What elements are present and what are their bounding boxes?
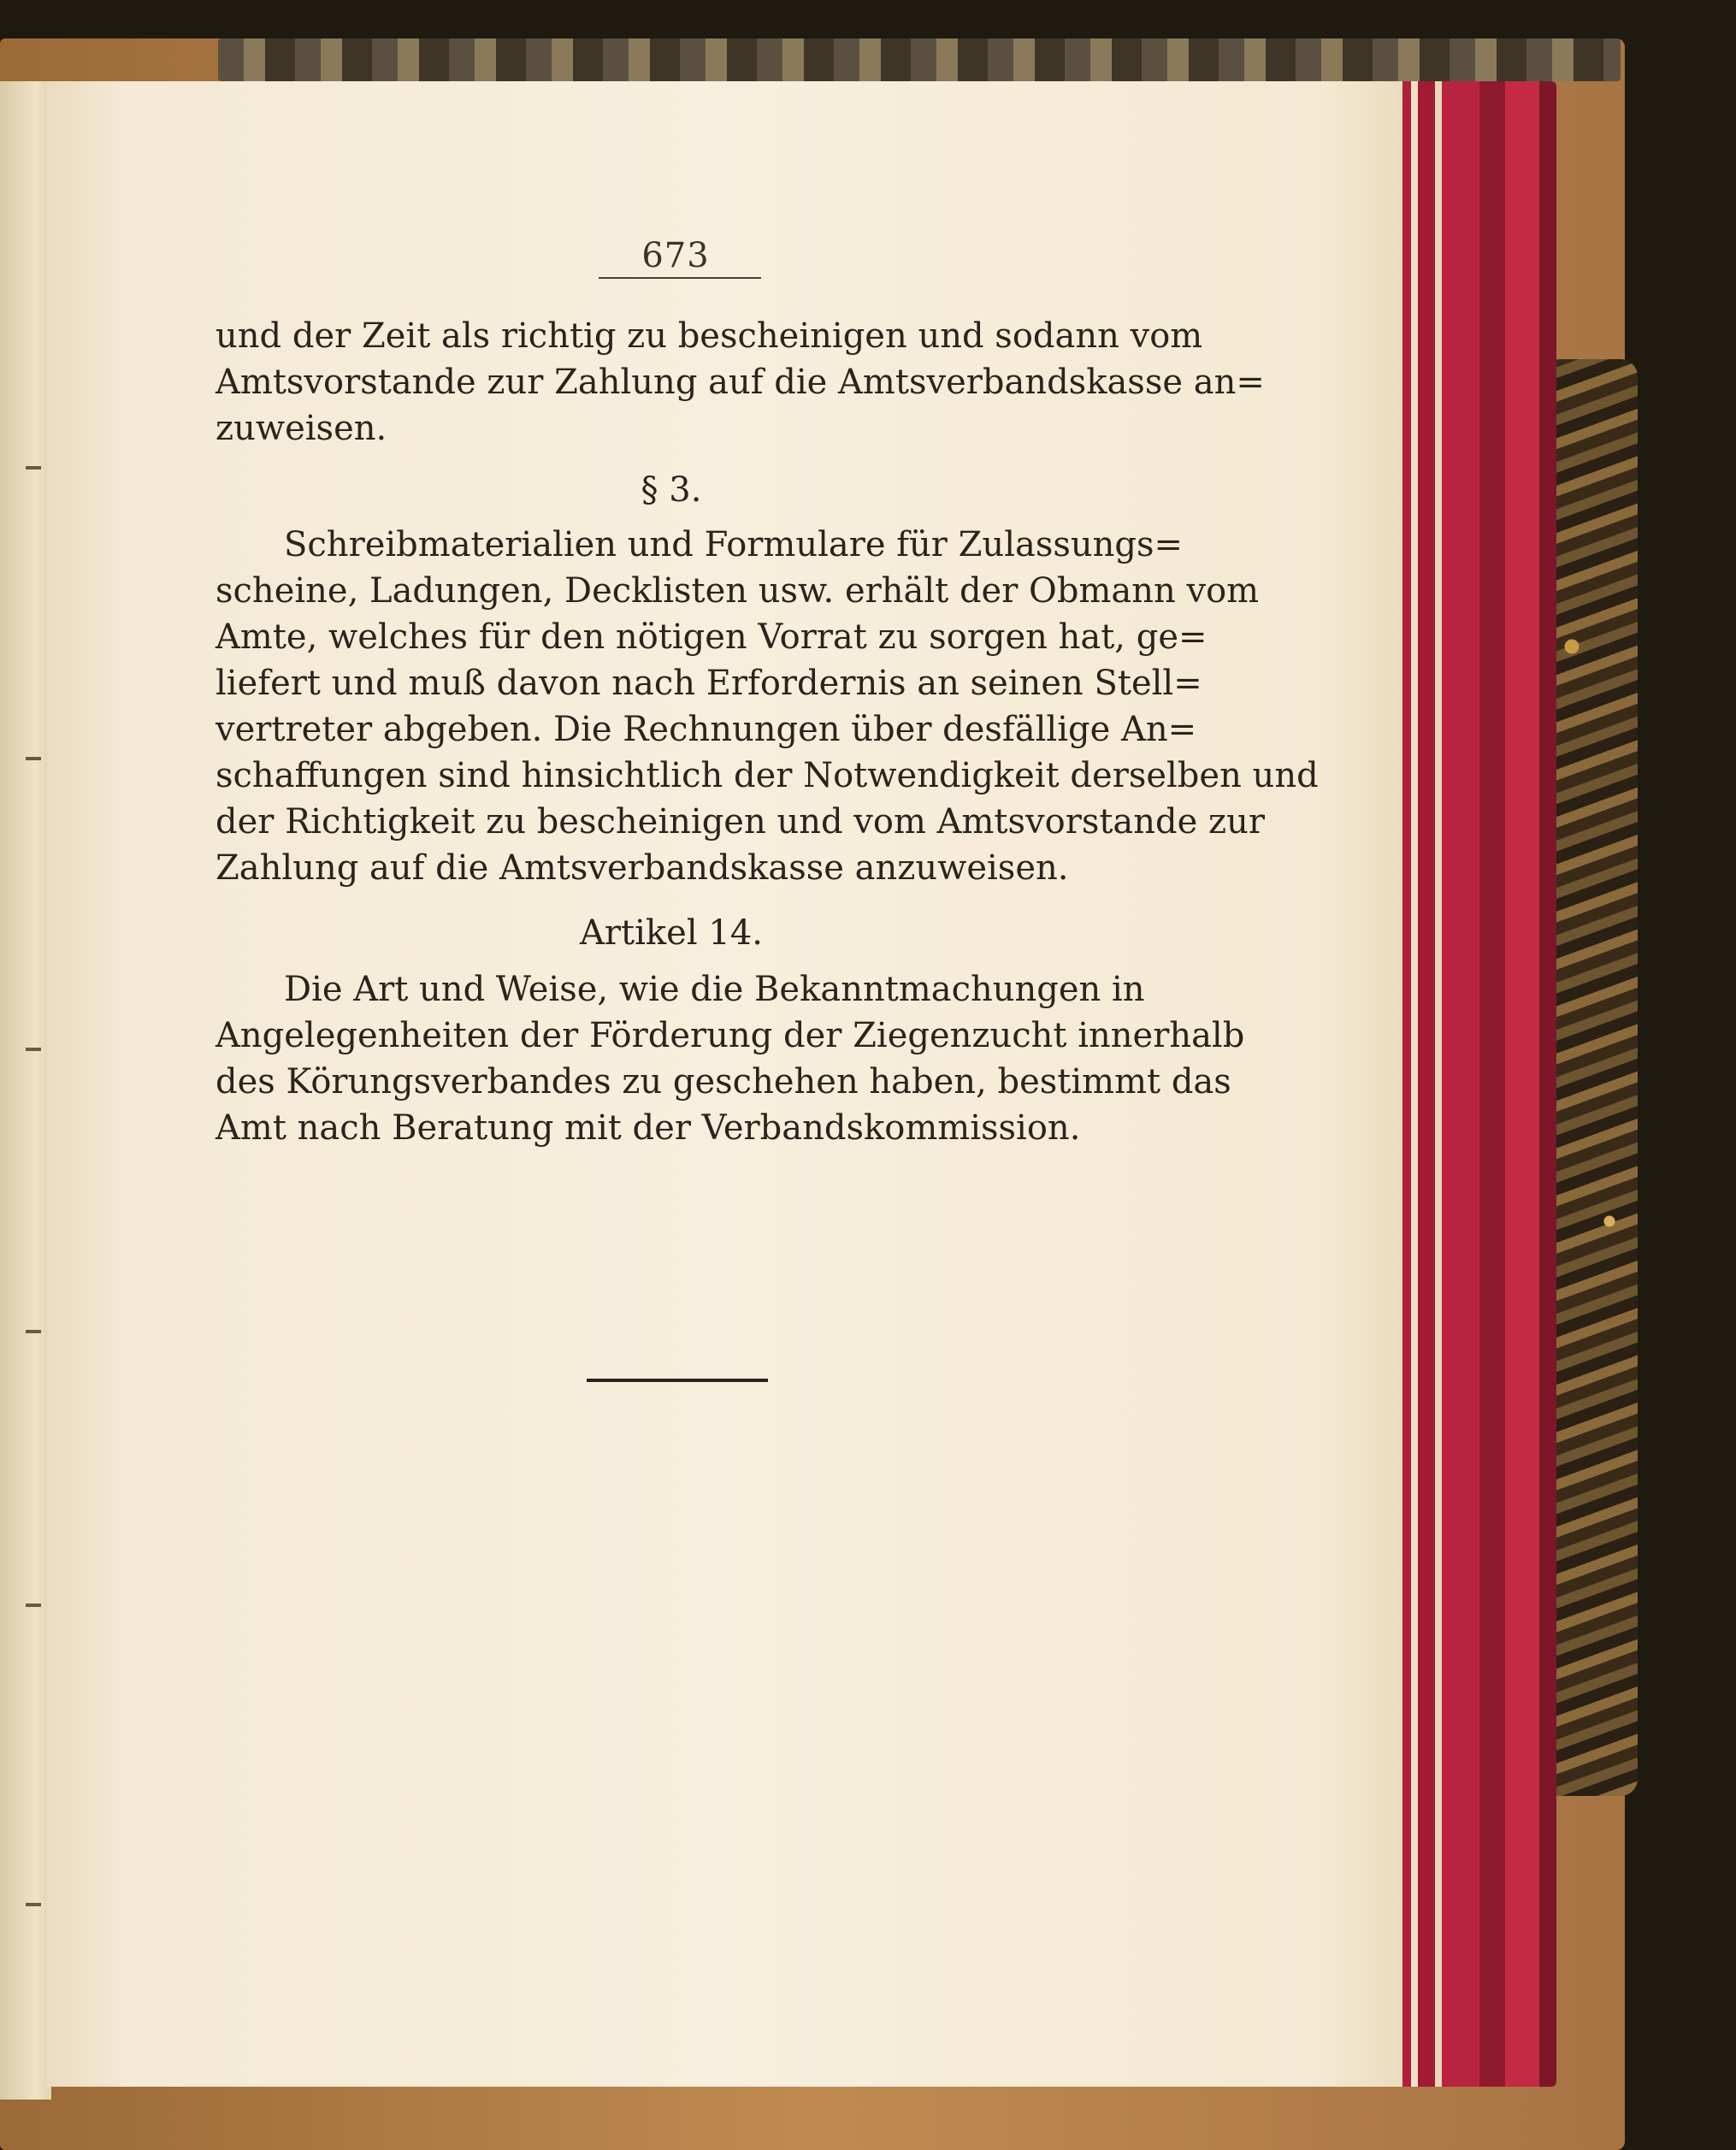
text-line: Schreibmaterialien und Formulare für Zulassungs= — [284, 525, 1184, 564]
text-line: Amte, welches für den nötigen Vorrat zu sorgen hat, ge= — [216, 617, 1208, 657]
facing-page-edge — [0, 81, 51, 2100]
text-line: des Körungsverbandes zu geschehen haben, bestimmt das — [216, 1062, 1231, 1102]
text-line: schaffungen sind hinsichtlich der Notwendigkeit derselben und — [216, 756, 1319, 795]
text-line: Die Art und Weise, wie die Bekanntmachungen in — [284, 970, 1145, 1009]
header-rule — [599, 277, 761, 279]
binding-stitch — [26, 1604, 41, 1607]
end-rule — [587, 1379, 768, 1382]
text-line: Zahlung auf die Amtsverbandskasse anzuweisen. — [216, 848, 1069, 888]
marbled-board — [1544, 359, 1638, 1796]
text-line: Angelegenheiten der Förderung der Ziegenzucht innerhalb — [216, 1016, 1245, 1055]
binding-stitch — [26, 1903, 41, 1906]
text-line: Amt nach Beratung mit der Verbandskommission. — [216, 1108, 1081, 1148]
binding-stitch — [26, 1330, 41, 1333]
binding-stitch — [26, 466, 41, 470]
binding-stitch — [26, 757, 41, 760]
cover-spine-top — [218, 38, 1621, 81]
binding-stitch — [26, 1048, 41, 1051]
text-line: vertreter abgeben. Die Rechnungen über desfällige An= — [216, 710, 1197, 749]
page-edges — [1385, 81, 1556, 2087]
text-line: der Richtigkeit zu bescheinigen und vom Amtsvorstande zur — [216, 802, 1265, 842]
page-text — [216, 313, 1319, 1151]
section-heading: § 3. — [641, 470, 702, 510]
page-number: 673 — [641, 236, 710, 275]
text-line: zuweisen. — [216, 409, 387, 448]
article-heading: Artikel 14. — [580, 913, 763, 953]
text-line: Amtsvorstande zur Zahlung auf die Amtsverbandskasse an= — [216, 363, 1265, 402]
text-line: und der Zeit als richtig zu bescheinigen und sodann vom — [216, 316, 1203, 356]
text-line: liefert und muß davon nach Erfordernis an seinen Stell= — [216, 664, 1202, 703]
text-line: scheine, Ladungen, Decklisten usw. erhält der Obmann vom — [216, 571, 1260, 611]
